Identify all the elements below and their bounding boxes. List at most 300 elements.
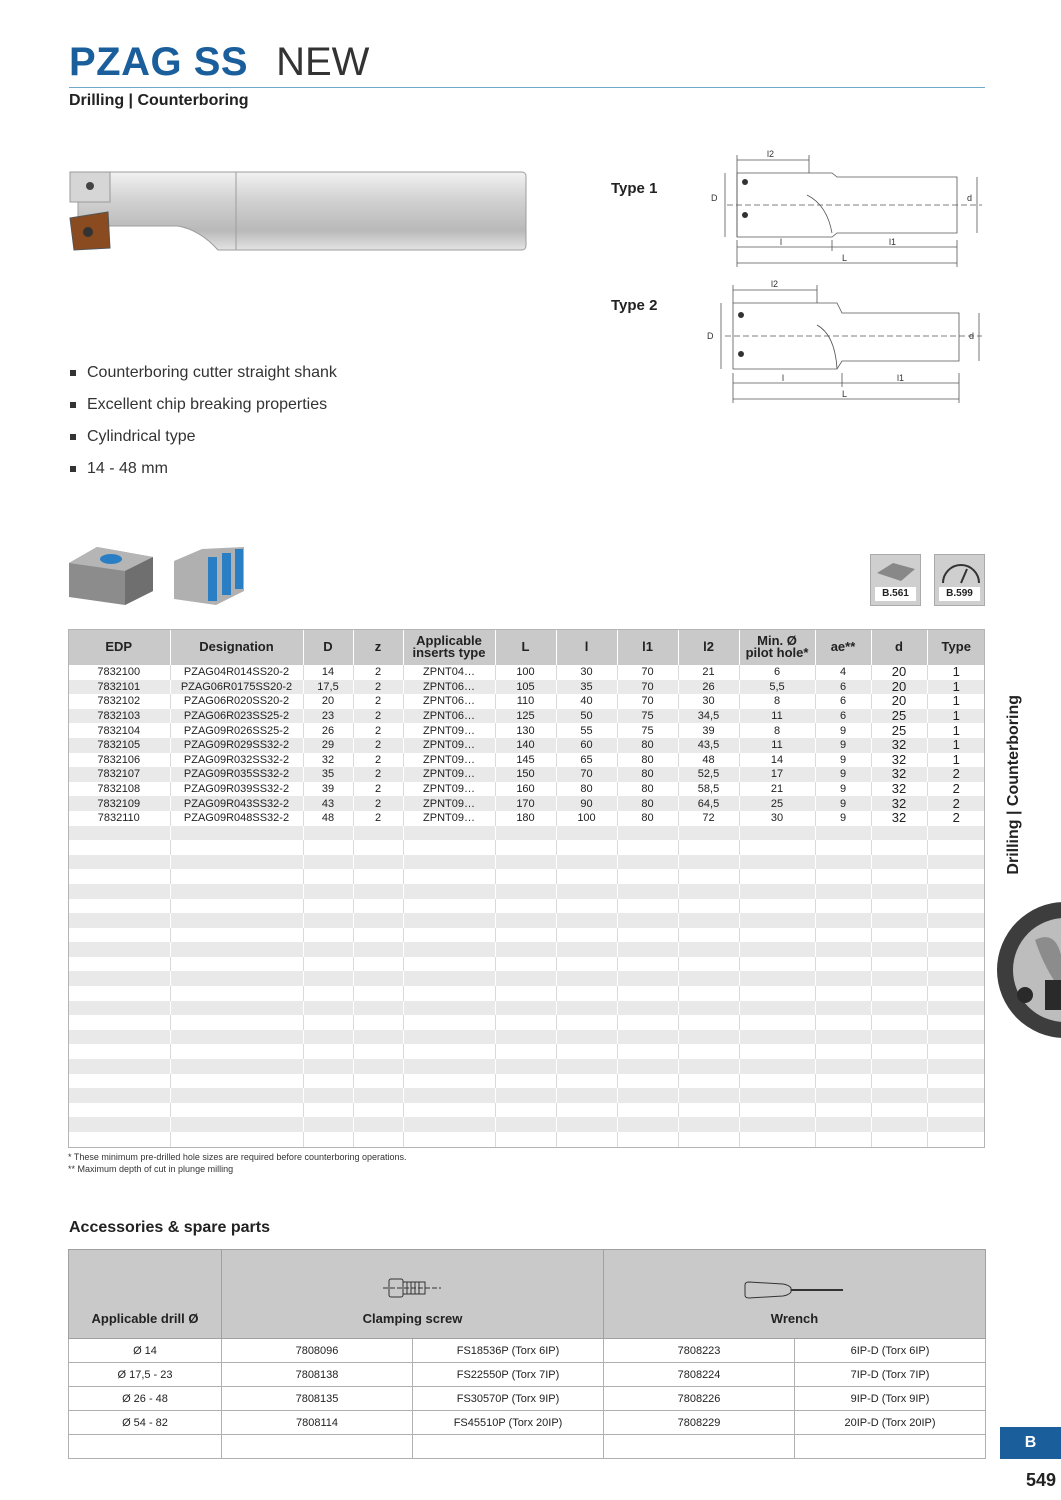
empty-cell [495,826,556,841]
empty-cell [353,1132,403,1147]
table-row [68,1015,985,1030]
table-cell: PZAG09R039SS32-2 [170,782,303,797]
empty-cell [617,884,678,899]
empty-cell [68,1059,170,1074]
table-cell: 6 [739,665,815,680]
empty-cell [556,1001,617,1016]
empty-cell [815,869,871,884]
table-row [68,840,985,855]
empty-cell [495,928,556,943]
dim-l2-type2: l2 [771,279,779,289]
table-cell: 30 [678,694,739,709]
footnote-ae: ** Maximum depth of cut in plunge milling [68,1164,234,1174]
empty-cell [69,1435,222,1459]
col-inserts-type: Applicable inserts type [403,629,495,665]
col-D: D [303,629,353,665]
table-cell: PZAG09R035SS32-2 [170,767,303,782]
empty-cell [617,1074,678,1089]
empty-cell [170,899,303,914]
table-body [68,665,985,1147]
table-cell: 80 [617,753,678,768]
empty-cell [739,869,815,884]
col-wrench: Wrench [604,1250,986,1339]
empty-cell [68,1001,170,1016]
chipbreaker-insert-icon [172,543,248,609]
empty-cell [495,869,556,884]
table-cell: 7832104 [68,723,170,738]
empty-cell [678,942,739,957]
empty-cell [403,1074,495,1089]
accessory-cell: 7808224 [604,1363,795,1387]
empty-cell [678,928,739,943]
empty-cell [303,884,353,899]
empty-cell [353,899,403,914]
empty-cell [68,942,170,957]
empty-cell [871,942,927,957]
empty-cell [303,928,353,943]
empty-cell [403,869,495,884]
table-cell: PZAG09R043SS32-2 [170,796,303,811]
empty-cell [795,1435,986,1459]
table-row [68,753,985,768]
empty-cell [871,1117,927,1132]
type1-diagram [697,145,987,270]
table-cell: 43,5 [678,738,739,753]
empty-cell [556,840,617,855]
table-cell: 2 [927,782,985,797]
table-cell: 9 [815,782,871,797]
col-ae: ae** [815,629,871,665]
empty-cell [871,869,927,884]
empty-cell [303,1059,353,1074]
empty-cell [739,899,815,914]
empty-cell [495,1015,556,1030]
table-cell: 80 [617,767,678,782]
empty-cell [403,1059,495,1074]
table-cell: 2 [353,665,403,680]
accessory-cell: 7808229 [604,1411,795,1435]
empty-cell [927,1088,985,1103]
empty-cell [927,1103,985,1118]
table-cell: 9 [815,723,871,738]
accessory-cell: Ø 17,5 - 23 [69,1363,222,1387]
dim-d-type2: d [969,331,975,341]
empty-cell [617,855,678,870]
col-z: z [353,629,403,665]
empty-cell [403,1117,495,1132]
table-cell: 145 [495,753,556,768]
table-cell: 5,5 [739,680,815,695]
table-cell: 70 [617,680,678,695]
empty-cell [556,957,617,972]
type2-label: Type 2 [611,297,658,314]
insert-reference-label: B.561 [875,587,916,601]
accessory-cell: FS30570P (Torx 9IP) [413,1387,604,1411]
empty-cell [353,855,403,870]
table-cell: 7832102 [68,694,170,709]
empty-cell [495,942,556,957]
empty-cell [170,1001,303,1016]
empty-cell [403,826,495,841]
empty-cell [495,884,556,899]
table-cell: 70 [617,694,678,709]
table-row [68,1074,985,1089]
empty-cell [871,971,927,986]
empty-cell [871,899,927,914]
table-row [68,884,985,899]
empty-cell [403,1044,495,1059]
empty-cell [678,1103,739,1118]
page-subtitle: Drilling | Counterboring [69,92,249,109]
table-cell: 110 [495,694,556,709]
empty-cell [68,1103,170,1118]
empty-cell [170,1044,303,1059]
empty-cell [815,855,871,870]
accessory-cell: 7808223 [604,1339,795,1363]
empty-cell [556,1074,617,1089]
table-cell: 9 [815,738,871,753]
table-cell: 2 [353,767,403,782]
empty-cell [739,884,815,899]
empty-cell [495,1132,556,1147]
feature-item: 14 - 48 mm [70,458,337,490]
empty-cell [815,1015,871,1030]
empty-cell [556,1088,617,1103]
table-cell: 70 [556,767,617,782]
table-cell: 32 [871,811,927,826]
empty-cell [303,1132,353,1147]
empty-cell [353,1044,403,1059]
empty-cell [303,869,353,884]
section-tab[interactable]: B [1000,1427,1061,1459]
table-cell: ZPNT06… [403,709,495,724]
new-label: NEW [276,40,370,84]
table-cell: 32 [871,767,927,782]
empty-cell [495,1059,556,1074]
cutting-data-reference-badge[interactable] [934,554,985,606]
empty-cell [927,1117,985,1132]
empty-cell [927,928,985,943]
empty-cell [170,913,303,928]
table-cell: 60 [556,738,617,753]
empty-cell [678,957,739,972]
table-cell: 11 [739,709,815,724]
empty-cell [68,884,170,899]
feature-item: Cylindrical type [70,426,337,458]
empty-cell [353,1117,403,1132]
empty-cell [170,986,303,1001]
empty-cell [495,899,556,914]
insert-icon [871,555,922,589]
table-row [68,957,985,972]
empty-cell [815,1059,871,1074]
col-l1: l1 [617,629,678,665]
table-cell: 1 [927,753,985,768]
empty-cell [927,957,985,972]
table-cell: 140 [495,738,556,753]
table-cell: 72 [678,811,739,826]
table-cell: 75 [617,709,678,724]
table-cell: PZAG06R0175SS20-2 [170,680,303,695]
empty-cell [927,1044,985,1059]
empty-cell [815,1103,871,1118]
table-cell: 7832103 [68,709,170,724]
empty-cell [739,1015,815,1030]
table-cell: 130 [495,723,556,738]
empty-cell [556,1015,617,1030]
accessory-cell: Ø 14 [69,1339,222,1363]
empty-cell [403,884,495,899]
col-l2: l2 [678,629,739,665]
empty-cell [170,928,303,943]
empty-cell [68,899,170,914]
empty-cell [68,1132,170,1147]
table-cell: 48 [678,753,739,768]
empty-cell [170,1030,303,1045]
table-cell: 150 [495,767,556,782]
dim-D-type2: D [707,331,714,341]
table-cell: 35 [556,680,617,695]
accessory-cell: Ø 26 - 48 [69,1387,222,1411]
table-row [68,855,985,870]
empty-cell [815,1001,871,1016]
empty-cell [403,1103,495,1118]
table-cell: 20 [871,680,927,695]
empty-cell [303,899,353,914]
dim-L: L [842,253,848,263]
empty-cell [927,1059,985,1074]
accessory-cell: 7808138 [222,1363,413,1387]
empty-cell [68,1074,170,1089]
table-cell: 2 [353,782,403,797]
empty-cell [678,855,739,870]
empty-cell [815,1044,871,1059]
empty-cell [495,1117,556,1132]
table-cell: ZPNT09… [403,811,495,826]
accessory-cell: FS22550P (Torx 7IP) [413,1363,604,1387]
table-row [68,723,985,738]
table-cell: 2 [353,694,403,709]
table-cell: 14 [739,753,815,768]
table-cell: 32 [871,782,927,797]
empty-cell [403,899,495,914]
table-cell: 7832110 [68,811,170,826]
empty-cell [815,826,871,841]
empty-cell [815,986,871,1001]
table-row [68,796,985,811]
table-cell: 65 [556,753,617,768]
empty-cell [678,1030,739,1045]
empty-cell [617,1030,678,1045]
table-cell: 1 [927,738,985,753]
accessories-header-row [69,1250,986,1339]
table-cell: ZPNT09… [403,753,495,768]
feature-list [70,362,337,490]
empty-cell [170,1074,303,1089]
empty-cell [353,957,403,972]
empty-cell [353,1030,403,1045]
title-divider [69,87,985,88]
empty-cell [927,884,985,899]
accessory-row [69,1339,986,1363]
table-cell: 1 [927,680,985,695]
accessory-cell: FS18536P (Torx 6IP) [413,1339,604,1363]
empty-cell [353,869,403,884]
empty-cell [68,986,170,1001]
table-cell: 100 [495,665,556,680]
table-cell: 75 [617,723,678,738]
product-table [68,629,985,1147]
empty-cell [617,1088,678,1103]
cutting-data-reference-label: B.599 [939,587,980,601]
table-row [68,1030,985,1045]
empty-cell [353,1074,403,1089]
empty-cell [871,884,927,899]
empty-cell [353,826,403,841]
empty-cell [303,1103,353,1118]
table-cell: 1 [927,709,985,724]
table-row [68,767,985,782]
col-type: Type [927,629,985,665]
empty-cell [739,928,815,943]
empty-cell [678,971,739,986]
empty-cell [170,826,303,841]
empty-cell [871,986,927,1001]
table-cell: 55 [556,723,617,738]
table-cell: 9 [815,811,871,826]
empty-cell [871,1015,927,1030]
empty-cell [556,869,617,884]
empty-cell [617,913,678,928]
empty-cell [815,1088,871,1103]
empty-cell [556,1132,617,1147]
table-cell: 25 [871,723,927,738]
empty-cell [871,1132,927,1147]
empty-cell [303,1044,353,1059]
dim-l1: l1 [889,237,897,247]
table-cell: ZPNT06… [403,680,495,695]
empty-cell [495,971,556,986]
empty-cell [68,928,170,943]
col-pilot-hole: Min. Ø pilot hole* [739,629,815,665]
accessory-cell: 7808226 [604,1387,795,1411]
table-cell: 9 [815,796,871,811]
table-cell: 2 [353,723,403,738]
empty-cell [303,1074,353,1089]
table-cell: 64,5 [678,796,739,811]
empty-cell [556,913,617,928]
empty-cell [678,1088,739,1103]
empty-cell [617,1001,678,1016]
col-l: l [556,629,617,665]
empty-cell [170,1103,303,1118]
table-row [68,1001,985,1016]
table-cell: 7832101 [68,680,170,695]
empty-cell [68,1044,170,1059]
empty-cell [403,928,495,943]
empty-cell [170,1132,303,1147]
table-cell: 80 [617,811,678,826]
empty-cell [68,1030,170,1045]
empty-cell [739,1030,815,1045]
empty-cell [617,928,678,943]
empty-cell [739,1059,815,1074]
empty-cell [170,840,303,855]
insert-reference-badge[interactable] [870,554,921,606]
table-row [68,869,985,884]
table-cell: 25 [871,709,927,724]
table-cell: 21 [739,782,815,797]
accessory-cell: Ø 54 - 82 [69,1411,222,1435]
empty-cell [303,840,353,855]
page-title [69,40,369,85]
col-L: L [495,629,556,665]
empty-cell [815,928,871,943]
table-cell: 6 [815,709,871,724]
table-cell: 8 [739,723,815,738]
empty-cell [617,1015,678,1030]
empty-cell [170,942,303,957]
empty-cell [871,1044,927,1059]
table-row [68,1132,985,1147]
empty-cell [678,884,739,899]
empty-cell [303,855,353,870]
empty-cell [495,957,556,972]
empty-cell [604,1435,795,1459]
table-cell: ZPNT09… [403,723,495,738]
table-cell: 20 [871,665,927,680]
table-cell: 6 [815,680,871,695]
product-name: PZAG SS [69,40,249,84]
table-cell: PZAG09R029SS32-2 [170,738,303,753]
empty-cell [403,840,495,855]
empty-cell [815,899,871,914]
table-cell: 39 [303,782,353,797]
table-cell: 32 [303,753,353,768]
empty-cell [927,1030,985,1045]
table-cell: PZAG09R026SS25-2 [170,723,303,738]
dim-l: l [780,237,782,247]
col-designation: Designation [170,629,303,665]
empty-row [69,1435,986,1459]
empty-cell [927,913,985,928]
table-cell: 80 [617,738,678,753]
table-cell: 1 [927,723,985,738]
table-cell: 14 [303,665,353,680]
accessory-row [69,1387,986,1411]
accessories-title: Accessories & spare parts [69,1219,270,1236]
milling-cutter-icon [995,900,1061,1060]
empty-cell [617,869,678,884]
table-cell: 2 [353,811,403,826]
table-cell: 7832109 [68,796,170,811]
empty-cell [403,957,495,972]
empty-cell [815,957,871,972]
empty-cell [556,1030,617,1045]
empty-cell [617,1117,678,1132]
empty-cell [303,1117,353,1132]
table-cell: 70 [617,665,678,680]
product-image [68,160,530,260]
table-cell: 26 [303,723,353,738]
empty-cell [303,971,353,986]
empty-cell [678,869,739,884]
table-cell: PZAG06R023SS25-2 [170,709,303,724]
empty-cell [353,840,403,855]
footnotes [68,1151,407,1175]
empty-cell [871,957,927,972]
empty-cell [495,1030,556,1045]
